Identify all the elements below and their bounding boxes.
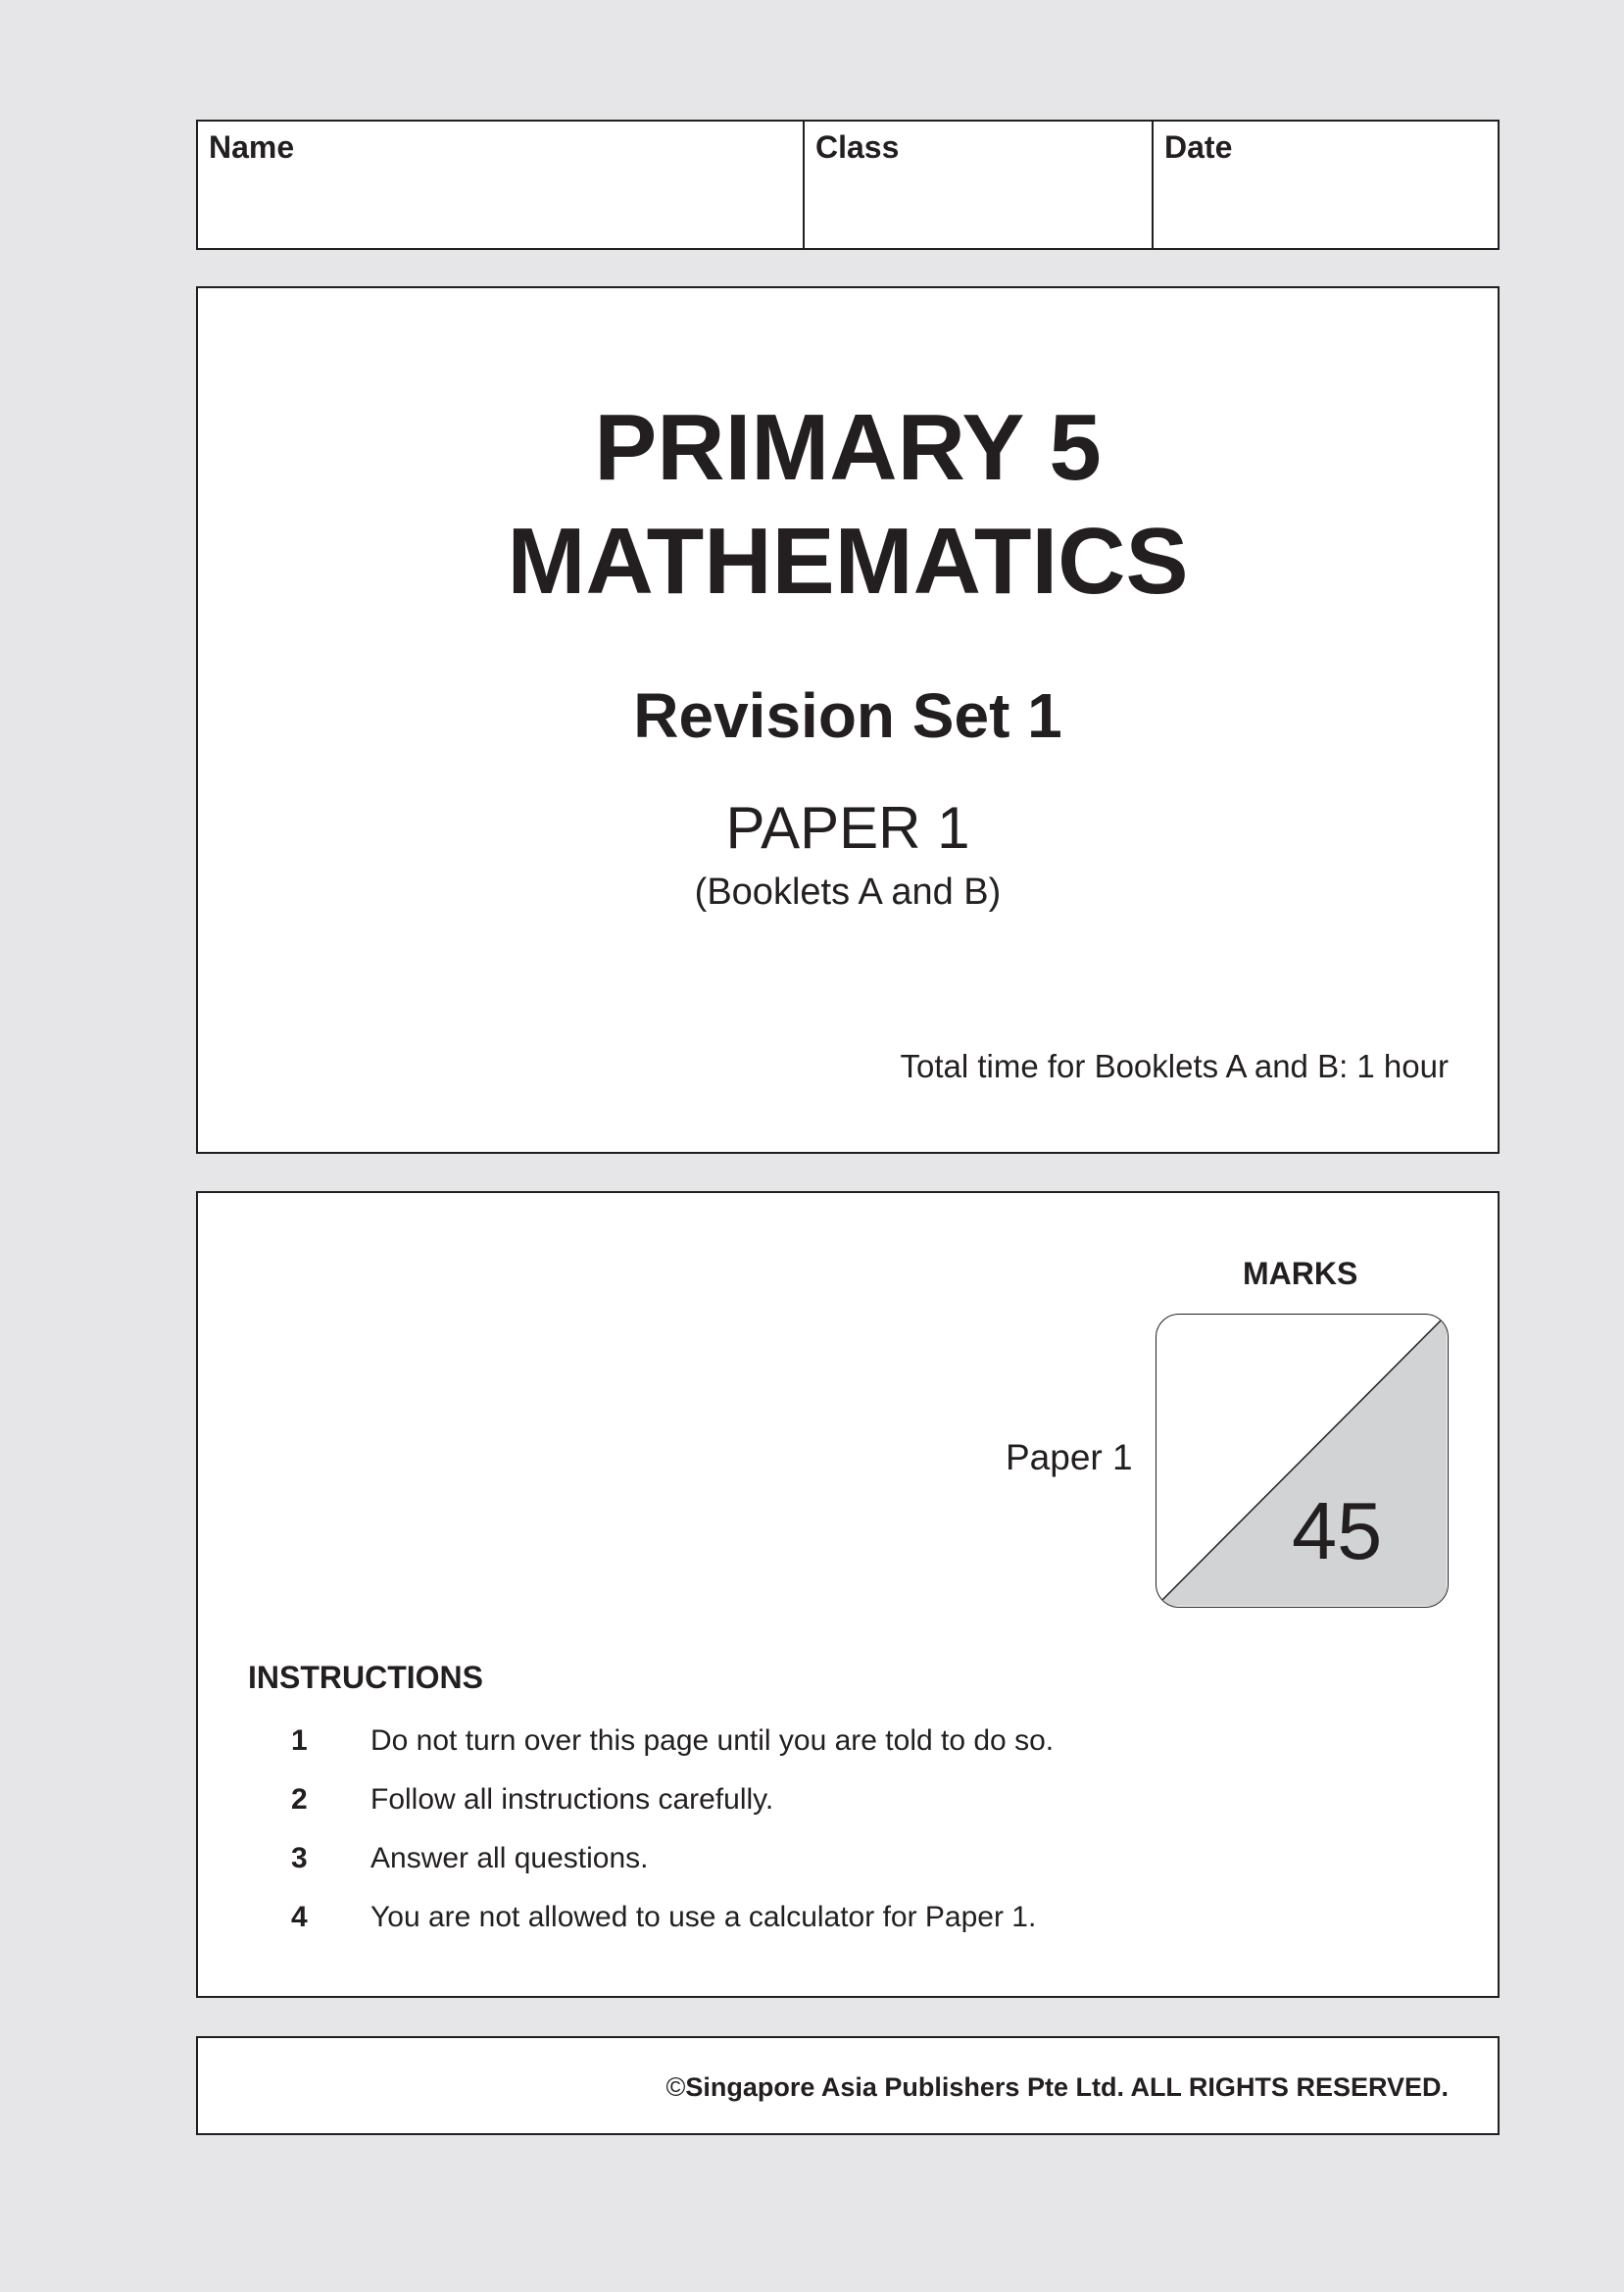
instruction-number: 4 xyxy=(291,1901,308,1933)
instruction-number: 3 xyxy=(291,1842,308,1874)
instruction-text: Answer all questions. xyxy=(370,1842,649,1874)
revision-set-title: Revision Set 1 xyxy=(633,680,1062,751)
date-field-label: Date xyxy=(1164,129,1233,165)
title-level: PRIMARY 5 xyxy=(594,395,1102,500)
instruction-number: 1 xyxy=(291,1724,308,1757)
marks-and-instructions-panel xyxy=(196,1191,1500,1998)
instruction-text: Do not turn over this page until you are told to do so. xyxy=(370,1724,1055,1757)
title-subject: MATHEMATICS xyxy=(507,509,1189,614)
paper-title: PAPER 1 xyxy=(725,795,970,861)
instruction-text: You are not allowed to use a calculator for Paper 1. xyxy=(370,1901,1037,1933)
name-field-label: Name xyxy=(209,129,295,165)
title-panel xyxy=(196,286,1500,1154)
marks-score-box xyxy=(1156,1314,1449,1608)
student-info-table xyxy=(196,120,1500,250)
marks-total: 45 xyxy=(1292,1485,1383,1576)
copyright-text: Singapore Asia Publishers Pte Ltd. ALL RIGHTS RESERVED. xyxy=(685,2072,1449,2102)
marks-heading: MARKS xyxy=(1243,1256,1358,1291)
instruction-number: 2 xyxy=(291,1783,308,1816)
instruction-text: Follow all instructions carefully. xyxy=(370,1783,774,1816)
instructions-heading: INSTRUCTIONS xyxy=(248,1660,483,1695)
copyright-footer xyxy=(196,2036,1500,2135)
booklets-subtitle: (Booklets A and B) xyxy=(694,872,1002,913)
column-divider xyxy=(803,122,805,248)
column-divider xyxy=(1152,122,1154,248)
copyright-icon: © xyxy=(665,2072,686,2102)
total-time-note: Total time for Booklets A and B: 1 hour xyxy=(900,1048,1449,1084)
class-field-label: Class xyxy=(815,129,900,165)
copyright-notice xyxy=(665,2074,1449,2101)
marks-row-label: Paper 1 xyxy=(1006,1437,1133,1477)
